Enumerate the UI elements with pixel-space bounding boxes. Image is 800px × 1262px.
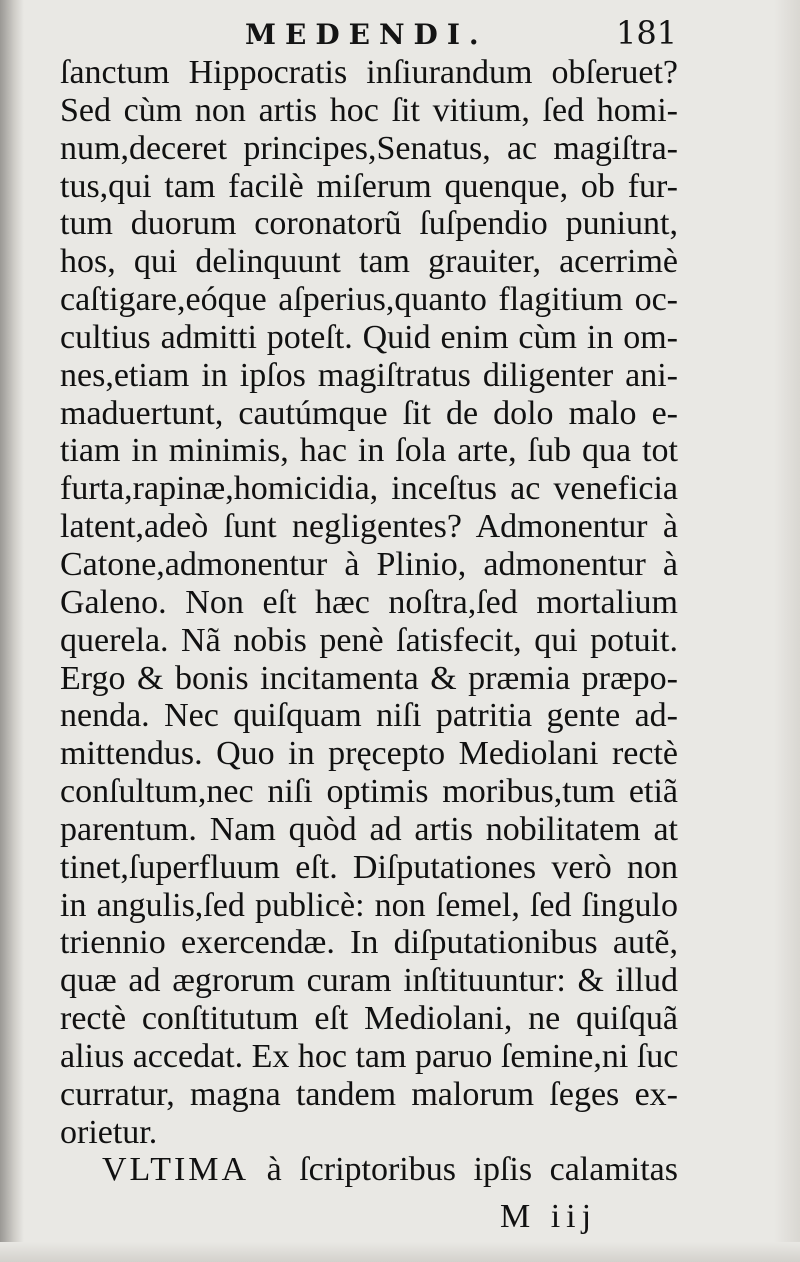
text-line: nenda. Nec quiſquam niſi patritia gente ad-	[60, 697, 678, 735]
text-line: conſultum,nec niſi optimis moribus,tum etiã	[60, 773, 678, 811]
text-line: triennio exercendæ. In diſputationibus autẽ,	[60, 924, 678, 962]
paragraph-opening-line	[60, 1151, 678, 1189]
text-line: maduertunt, cautúmque ſit de dolo malo e-	[60, 394, 678, 432]
text-line: in angulis,ſed publicè: non ſemel, ſed ſingulo	[60, 886, 678, 924]
page-header	[0, 14, 800, 54]
text-line: Ergo & bonis incitamenta & præmia præpo-	[60, 659, 678, 697]
text-line: tinet,ſuperfluum eſt. Diſputationes verò non	[60, 848, 678, 886]
text-line: curratur, magna tandem malorum ſeges ex-	[60, 1075, 678, 1113]
small-caps-lead: VLTIMA	[102, 1151, 250, 1189]
text-line: parentum. Nam quòd ad artis nobilitatem at	[60, 810, 678, 848]
text-line-rest: à ſcriptoribus ipſis calamitas	[249, 1151, 678, 1189]
running-head: MEDENDI.	[245, 18, 488, 51]
page-edge-right	[774, 0, 800, 1262]
text-line: querela. Nã nobis penè ſatisfecit, qui potuit.	[60, 621, 678, 659]
text-line: alius accedat. Ex hoc tam paruo ſemine,ni ſuc	[60, 1037, 679, 1075]
text-line: tus,qui tam facilè miſerum quenque, ob fur-	[60, 167, 678, 205]
text-line: tiam in minimis, hac in ſola arte, ſub qua tot	[60, 432, 678, 470]
text-line: orietur.	[60, 1113, 158, 1151]
gutter-shadow	[0, 0, 24, 1262]
text-line: furta,rapinæ,homicidia, inceſtus ac veneficia	[60, 470, 678, 508]
text-line: latent,adeò ſunt negligentes? Admonentur à	[60, 508, 678, 546]
text-line: ſanctum Hippocratis inſiurandum obſeruet?	[60, 54, 678, 91]
text-block	[60, 54, 678, 1189]
text-line: rectè conſtitutum eſt Mediolani, ne quiſquã	[60, 1000, 678, 1038]
signature-mark: M iij	[500, 1198, 598, 1235]
text-line: quæ ad ægrorum curam inſtituuntur: & illud	[60, 962, 678, 1000]
text-line: Catone,admonentur à Plinio, admonentur à	[60, 545, 678, 583]
text-line: cultius admitti poteſt. Quid enim cùm in om-	[60, 318, 678, 356]
text-line: num,deceret principes,Senatus, ac magiſtra-	[60, 129, 678, 167]
page-number: 181	[616, 14, 678, 52]
text-line: tum duorum coronatorũ ſuſpendio puniunt,	[60, 205, 678, 243]
text-line: nes,etiam in ipſos magiſtratus diligenter ani-	[60, 356, 678, 394]
text-line: Sed cùm non artis hoc ſit vitium, ſed homi-	[60, 91, 678, 129]
text-line: hos, qui delinquunt tam grauiter, acerrimè	[60, 243, 678, 281]
text-line: caſtigare,eóque aſperius,quanto flagitium oc-	[60, 281, 678, 319]
text-line: mittendus. Quo in pręcepto Mediolani rectè	[60, 735, 678, 773]
text-line: Galeno. Non eſt hæc noſtra,ſed mortalium	[60, 583, 678, 621]
page-edge-bottom	[0, 1242, 800, 1262]
